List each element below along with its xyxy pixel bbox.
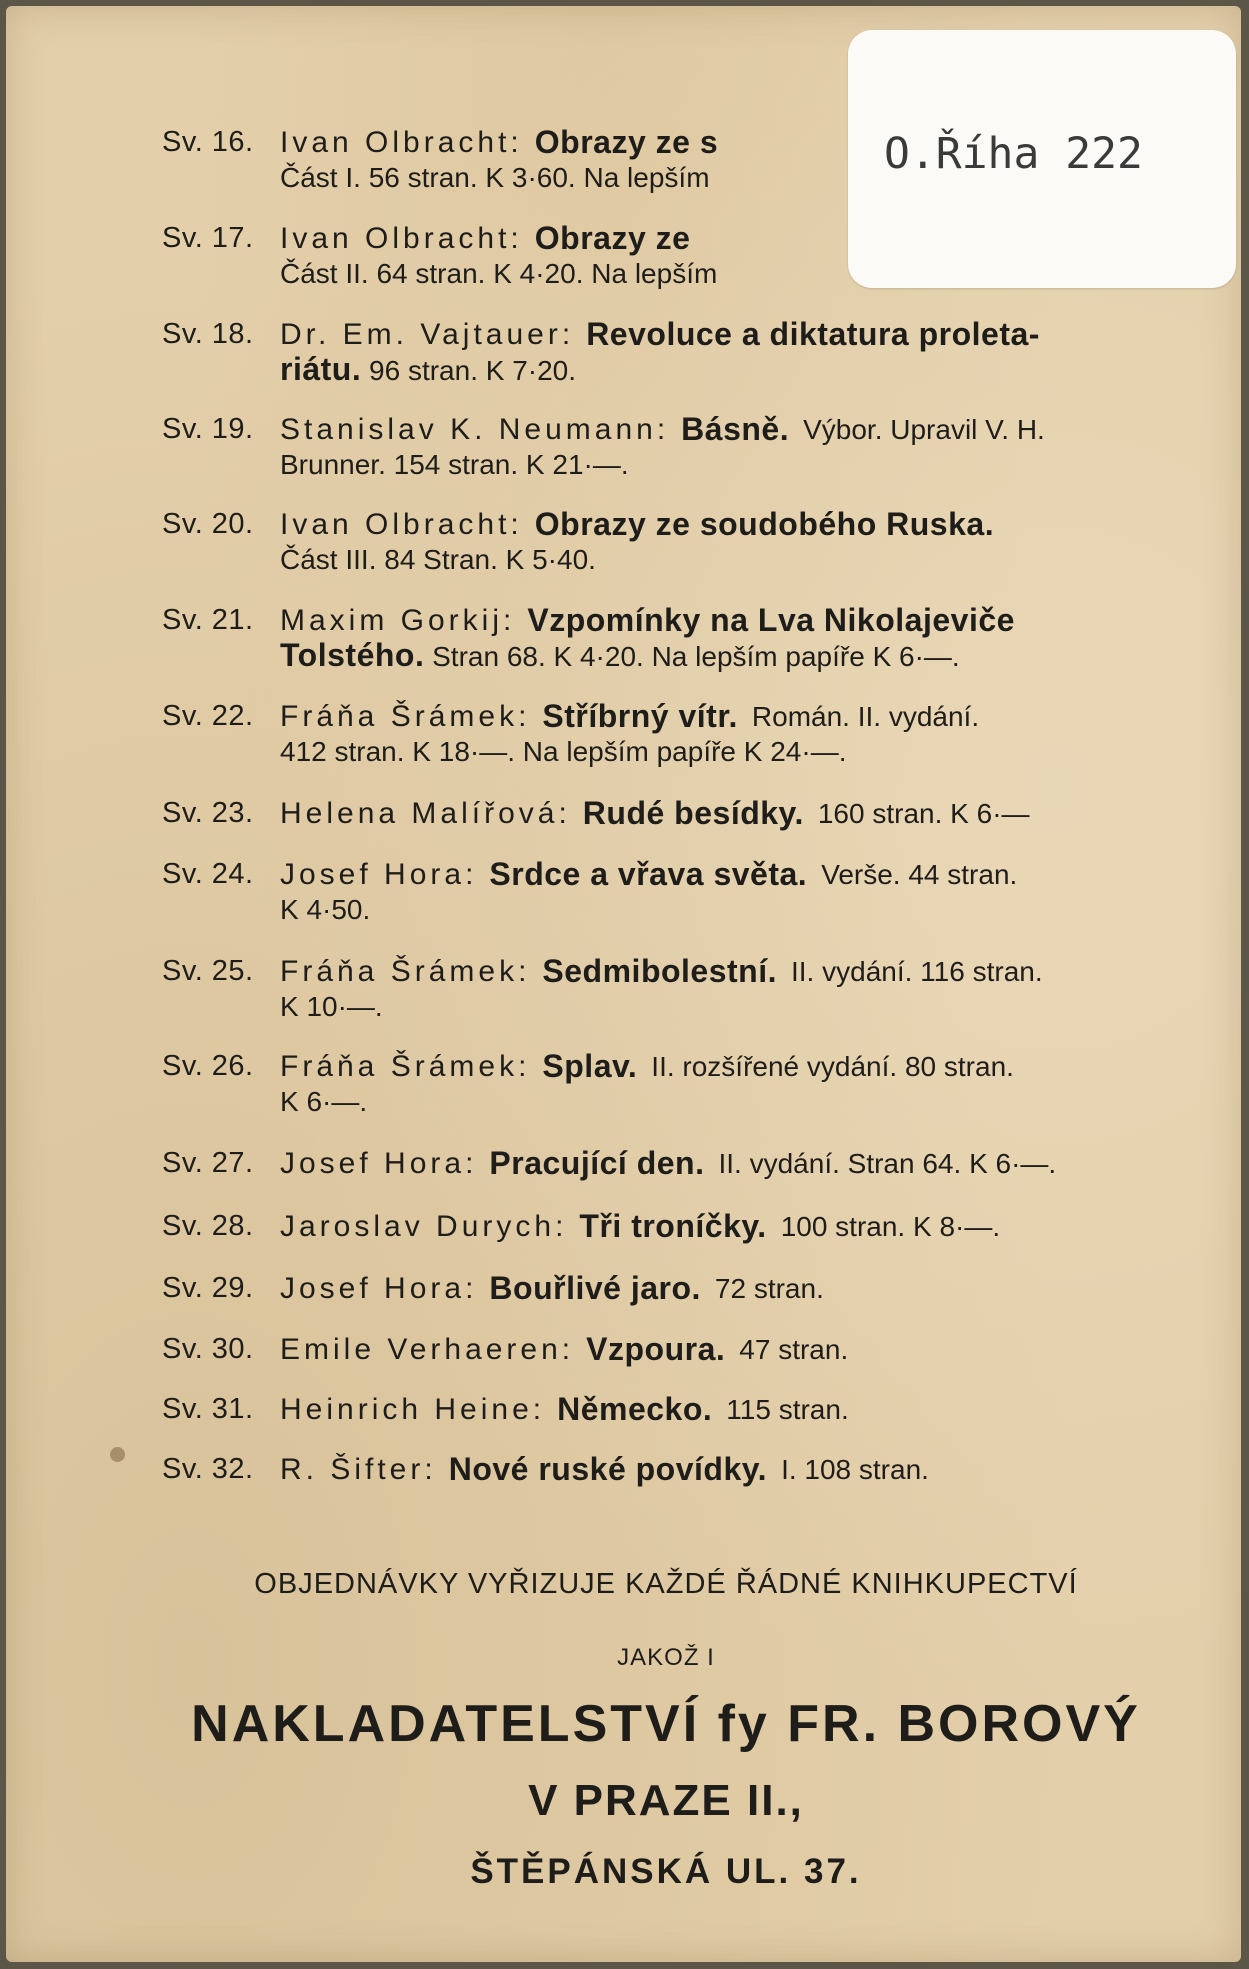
catalog-entry: [162, 603, 1202, 674]
author: Fráňa Šrámek:: [280, 1050, 531, 1083]
author: Heinrich Heine:: [280, 1393, 546, 1426]
book-details: 115 stran.: [726, 1394, 849, 1425]
catalog-entry: [162, 1271, 1202, 1306]
book-title: Obrazy ze soudobého Ruska.: [534, 506, 995, 542]
catalog-entry: [162, 796, 1202, 831]
catalog-entry: [162, 412, 1202, 482]
book-title: Obrazy ze s: [534, 124, 719, 160]
volume-number: Sv. 18.: [162, 318, 254, 350]
book-title: Sedmibolestní.: [542, 953, 777, 989]
volume-number: Sv. 28.: [162, 1210, 254, 1242]
book-details: 72 stran.: [714, 1273, 824, 1304]
catalog-entry: [162, 1209, 1202, 1244]
book-details: II. vydání. 116 stran.: [791, 956, 1043, 987]
book-details: II. vydání. Stran 64. K 6·—.: [718, 1148, 1057, 1179]
book-details-continued: Část I. 56 stran. K 3·60. Na lepším: [280, 162, 710, 193]
book-title: Revoluce a diktatura proleta-: [586, 316, 1040, 352]
volume-number: Sv. 29.: [162, 1272, 254, 1304]
book-title: Tři troníčky.: [579, 1208, 767, 1244]
volume-number: Sv. 19.: [162, 413, 254, 445]
book-title: Básně.: [681, 411, 790, 447]
book-details: I. 108 stran.: [781, 1454, 929, 1485]
library-call-number-label: [848, 30, 1236, 288]
catalog-entry: [162, 1049, 1202, 1119]
volume-number: Sv. 21.: [162, 604, 254, 636]
book-details: Verše. 44 stran.: [821, 859, 1018, 890]
book-details-continued: [280, 352, 1202, 388]
book-title: Vzpomínky na Lva Nikolajeviče: [527, 602, 1015, 638]
book-details: 100 stran. K 8·—.: [780, 1211, 1001, 1242]
book-details-continued: Část II. 64 stran. K 4·20. Na lepším: [280, 258, 718, 289]
book-details: Stran 68. K 4·20. Na lepším papíře K 6·—.: [432, 641, 960, 672]
catalog-entry: [162, 1452, 1202, 1487]
volume-number: Sv. 16.: [162, 126, 254, 158]
publisher-name: NAKLADATELSTVÍ fy FR. BOROVÝ: [191, 1695, 1141, 1753]
volume-number: Sv. 32.: [162, 1453, 254, 1485]
book-title: Splav.: [542, 1048, 638, 1084]
book-title: Srdce a vřava světa.: [489, 856, 808, 892]
author: R. Šifter:: [280, 1453, 437, 1486]
volume-number: Sv. 20.: [162, 508, 254, 540]
book-details-continued: [280, 638, 1202, 674]
book-details: II. rozšířené vydání. 80 stran.: [651, 1051, 1014, 1082]
catalog-entry: [162, 1332, 1202, 1367]
author: Maxim Gorkij:: [280, 604, 516, 637]
book-title: Stříbrný vítr.: [542, 698, 738, 734]
back-cover-page: [6, 6, 1241, 1962]
book-title: Rudé besídky.: [582, 795, 804, 831]
catalog-entry: [162, 699, 1202, 769]
book-title: Nové ruské povídky.: [448, 1451, 768, 1487]
volume-number: Sv. 31.: [162, 1393, 254, 1425]
book-details-continued: K 4·50.: [280, 894, 371, 925]
author: Ivan Olbracht:: [280, 126, 523, 159]
book-details-continued: Část III. 84 Stran. K 5·40.: [280, 544, 596, 575]
book-title: Bouřlivé jaro.: [489, 1270, 701, 1306]
author: Ivan Olbracht:: [280, 222, 523, 255]
book-details: Výbor. Upravil V. H.: [803, 414, 1045, 445]
catalog-entry: [162, 857, 1202, 927]
volume-number: Sv. 27.: [162, 1147, 254, 1179]
book-details-continued: K 10·—.: [280, 991, 383, 1022]
volume-number: Sv. 24.: [162, 858, 254, 890]
catalog-entry: [162, 507, 1202, 577]
author: Helena Malířová:: [280, 797, 571, 830]
book-details: 96 stran. K 7·20.: [369, 355, 577, 386]
catalog-entry: [162, 954, 1202, 1024]
catalog-entry: [162, 1146, 1202, 1181]
book-title: Obrazy ze: [534, 220, 691, 256]
author: Dr. Em. Vajtauer:: [280, 318, 575, 351]
catalog-entry: [162, 1392, 1202, 1427]
author: Fráňa Šrámek:: [280, 700, 531, 733]
book-details: 160 stran. K 6·—: [817, 798, 1030, 829]
volume-number: Sv. 17.: [162, 222, 254, 254]
author: Josef Hora:: [280, 1147, 478, 1180]
volume-number: Sv. 23.: [162, 797, 254, 829]
author: Josef Hora:: [280, 1272, 478, 1305]
book-title: Německo.: [557, 1391, 713, 1427]
book-details-continued: 412 stran. K 18·—. Na lepším papíře K 24·—.: [280, 736, 847, 767]
author: Jaroslav Durych:: [280, 1210, 568, 1243]
orders-note-conjunction: JAKOŽ I: [617, 1644, 715, 1671]
book-details-continued: K 6·—.: [280, 1086, 368, 1117]
catalog-entry: [162, 317, 1202, 388]
volume-number: Sv. 25.: [162, 955, 254, 987]
author: Stanislav K. Neumann:: [280, 413, 670, 446]
author: Fráňa Šrámek:: [280, 955, 531, 988]
book-title: Pracující den.: [489, 1145, 705, 1181]
publisher-city: V PRAZE II.,: [528, 1776, 804, 1825]
author: Josef Hora:: [280, 858, 478, 891]
book-title-continued: Tolstého.: [280, 637, 425, 673]
volume-number: Sv. 30.: [162, 1333, 254, 1365]
book-title: Vzpoura.: [586, 1331, 726, 1367]
author: Ivan Olbracht:: [280, 508, 523, 541]
paper-stain: [110, 1447, 125, 1462]
orders-note: OBJEDNÁVKY VYŘIZUJE KAŽDÉ ŘÁDNÉ KNIHKUPECTVÍ: [254, 1568, 1078, 1600]
volume-number: Sv. 26.: [162, 1050, 254, 1082]
volume-number: Sv. 22.: [162, 700, 254, 732]
publisher-address: ŠTĚPÁNSKÁ UL. 37.: [470, 1852, 862, 1891]
author: Emile Verhaeren:: [280, 1333, 575, 1366]
book-details: 47 stran.: [739, 1334, 849, 1365]
book-details-continued: Brunner. 154 stran. K 21·—.: [280, 449, 629, 480]
book-details: Román. II. vydání.: [751, 701, 980, 732]
book-title-continued: riátu.: [280, 351, 362, 387]
call-number: O.Říha 222: [884, 129, 1143, 179]
